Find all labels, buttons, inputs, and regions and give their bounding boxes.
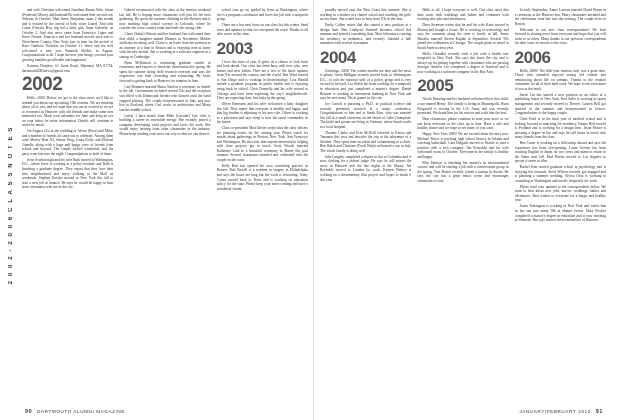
- paragraph: Claire (Sakai) Watson and her husband Jim welcomed their first child, a daughter named Eleanor, in November. Mother and baby are doing well. Claire is on leave from her position as an attorney at a firm in Boston and is enjoying time at home with the new arrival. Jim is working as a software engineer at a startup in Cambridge.: [119, 32, 211, 59]
- paragraph: Lately I have heard from Mike (Lassiter) Lee, who is building a career in renewable energy. She recently joined a company developing wind projects and loves the work. She would enjoy hearing from other classmates in the industry. Please keep sending your news our way so that we can share it.: [119, 113, 211, 136]
- column-6: [515, 8, 606, 400]
- right-columns: [320, 8, 606, 400]
- class-year-heading: 2004: [320, 47, 356, 67]
- paragraph: Welcome to our new class correspondents! We look forward to sharing news from everyone and hope that you will write to us often. Many thanks to our previous correspondents for their years of service to the class.: [514, 27, 606, 46]
- paragraph: proudly moved onto the West Coast this summer. She is working as a teacher at a charter school and coaching the girls' soccer team. She would love to hear from '03s in the area.: [320, 8, 412, 22]
- paragraph: Joe Carroll is pursuing a Ph.D. in political science and recently presented research at a major conference. Congratulations to him and to Sarah Kim, who was married last fall in a small ceremony on the shores of Lake Champlain. The bride and groom are living in Vermont, where Sarah works at a local hospital.: [320, 101, 412, 129]
- paragraph: Gabriel reconnected with the class at the reunion weekend last fall. He is hoping more classmates will join for the next gathering. He spent the summer climbing in the Rockies and is now teaching high school science in Colorado, where he coaches the cross-country team and leads the outing club.: [119, 8, 211, 31]
- issue-date: JANUARY/FEBRUARY 2012: [519, 409, 591, 414]
- paragraph: Hello to all. I hope everyone is well. Our class news this time starts with weddings and babies and continues with exciting new jobs and adventures.: [417, 8, 509, 22]
- paragraph: Class co-president Matt Davies writes that the class officers are planning events for the coming year. Please watch for emails about gatherings in Boston, New York, San Francisco and Washington. He also asks that anyone interested in helping with class projects get in touch. Scott Woods married Katherine Lind in a beautiful ceremony in Maine this past summer. Several classmates attended and celebrated with the couple on the coast.: [216, 126, 308, 162]
- paragraph: Emily Cullen writes that she started a new position at a design firm. Ben Lindqvist finished business school this summer and joined a consulting firm. Matt Schwartz is starting his residency in pediatrics, and recently finished a half marathon with several classmates.: [320, 23, 412, 46]
- paragraph: school year go on, guided by Jesus at Washington, where she is a program coordinator and loves her job with a nonprofit group.: [216, 8, 308, 22]
- paragraph: Hello, 2006! The fifth-year reunion truly was a great time. Those who attended enjoyed seeing old friends and reminiscing about life on campus. Thanks to the reunion committee for all of their hard work. We hope to see even more of you at the tenth.: [514, 68, 606, 91]
- paragraph: In early September, Annie Lawton married David Bryan in a ceremony at the Hanover Inn. Many classmates attended and the celebration went late into the evening. The couple lives in Boston.: [514, 8, 606, 26]
- magazine-name: DARTMOUTH ALUMNI MAGAZINE: [37, 409, 126, 414]
- paragraph: Dave Swenson writes that he and his wife Katie moved to Boston and bought a house. He is working in technology and says the commute along the river is lovely in fall. Jenny Morales married Steven Kaplan in September. Several '05s joined the celebration in Chicago. The couple plans to travel to South America next year.: [417, 23, 509, 50]
- paragraph: Please send your updates to the correspondents below. We want to hear about new jobs, moves, weddings, babies and adventures. Best wishes to everyone for a happy and healthy year.: [514, 184, 606, 203]
- paragraph: Carl Bommer married Maria Nash in a ceremony in Seattle in the fall. Groomsmen included several '02s and the reception was filled with Dartmouth friends who danced until the band stopped playing. The couple honeymooned in Italy and now live in Portland, where Carl works in architecture and Maria teaches middle school.: [119, 84, 211, 112]
- left-folio: [22, 409, 125, 415]
- paragraph: Greetings, 2004! The winter months are here and the news is plenty. Greta Milligan recently moved back to Washington, D.C., to join the national staff of a policy group and is very excited to be back. Liz Walsh has been working for a nonprofit in education and just completed a master's degree. Daniel Brenner is working in investment banking in New York and says he sees many '04s at games in the city.: [320, 68, 412, 101]
- paragraph: I love this time of year. It gives us a chance to look back and look ahead. Our class has been busy with new jobs, new homes and new babies. Here are a few of the latest updates from '03s around the country and the world. Ben Ward moved to San Diego and is working in biotechnology. Lisa Hamill started a graduate program in public health and is enjoying being back in school. Chris Donnelly and his wife moved to Chicago and have been exploring the city's neighborhoods. They are expecting their first baby in the spring.: [216, 59, 308, 101]
- column-2: [119, 8, 210, 400]
- right-folio: [519, 409, 606, 415]
- paragraph: Nicole Dunning and her husband welcomed their first child, a son named Henry. The family is living in Minneapolis. Ryan Fitzgerald is serving in the U.S. Army and was recently promoted. We thank him for his service and wish him the best.: [417, 97, 509, 116]
- paragraph: Hello, 2002! Before we get to the class news we'd like to remind you about our upcoming 10th reunion. We are thinking about all of you, and we hope that you are as excited as we are to reconnect in Hanover with old friends and make some new memories too. Mark your calendars for June and keep an eye on your inbox for more information. Details will continue to arrive by email.: [22, 96, 114, 128]
- paragraph: Rachel Kim started graduate school in psychology and is enjoying her research. Steve Wilson recently got engaged and is planning a summer wedding. Alyssa Ortiz is working in consulting in Washington and travels frequently for work.: [514, 165, 606, 183]
- column-3: [217, 8, 308, 400]
- paragraph: and wife Christina welcomed Jonathan Abram Weir. Susan (Pedersen) Maxey and husband Bo welcomed their second son, Sebrion, in October. Matt Stern, Benjamin, turns 2 this month and is excited by the arrival of baby sister Laurel. And with Laura (Ostryk) Hsu, big kid a baby girl, Anna Gabriela, on October 2. And also news came from Francisco Lopes and Steve Norton. Francisco and her husband moved back east to Westchester County, New York, just in time for the arrival of Kate Charlotte Nicholas on October 21. Steve and his wife welcomed a new son, Kenneth Shelby, in August. Congratulations to all. I hope the new year brings you and your growing families good health and happiness!: [22, 8, 114, 63]
- column-5: [417, 8, 508, 400]
- section-sideband: [6, 40, 16, 370]
- paragraph: Sarah Lin has started a new position as an editor at a publishing house in New York. Ken Adler is working in sports management and recently moved to Denver. Lauren Bell got married in the summer and honeymooned in Greece. Congratulations to the happy couple.: [514, 92, 606, 116]
- paragraph: Ellie Hanson is finishing her master's in environmental science and will be starting a job with a conservation group in the spring. Tom Baxter recently joined a startup in Austin. He says the city has a great music scene and encourages classmates to visit.: [417, 160, 509, 183]
- paragraph: On August 21st at the wedding of Alexis (Ross) and Mike, and a number of friends all came out to celebrate. Among them were Morley Baer '02, Simon Yeng, Laura Kelly, and Michael Grandis, along with a large and happy crew of friends from school and beyond. The couple looked wonderful, and the party went late into the night. Congratulations to both of them.: [22, 129, 114, 156]
- paragraph: Chris Patel is in his final year of medical school and is looking forward to matching for residency. Emma Holt moved to Portland and is working for a design firm. Jason Moore is pursuing a degree in law and says he still keeps in touch with many friends from the class.: [514, 117, 606, 140]
- left-columns: [22, 8, 308, 400]
- column-4: [320, 8, 411, 400]
- paragraph: Dear classmates, please continue to send your news so we can keep everyone in the class up to date. Have a safe and healthy winter and we hope to see many of you soon.: [417, 117, 509, 131]
- paragraph: Kristina Flanders, 61 Great Road, Maynard, MA 01754; dartmouth2002news@gmail.com: [22, 63, 114, 73]
- paragraph: Kelly Hart has opened her own consulting practice in Denver. Rob Newell is a resident in surgery in Philadelphia and says the hours are long but the work is rewarding. Jenny Cortez moved back to Texas and is working on education policy for the state. Please keep your notes coming and have a wonderful winter.: [216, 163, 308, 191]
- column-1: [22, 8, 113, 400]
- paragraph: Oliver Bernstein and his wife welcomed a baby daughter this fall. They report that everyone is healthy and happy, and that big brother is adjusting to his new role. Oliver is working as a physician and says sleep is now the rarest commodity in the house.: [216, 101, 308, 125]
- right-page: [314, 0, 628, 420]
- class-year-heading: 2003: [216, 38, 253, 58]
- page-number: 91: [595, 409, 603, 415]
- paragraph: Jake Langley completed a degree in law at Columbia and is now clerking for a federal judge. He says he still misses the snow in Hanover and the late nights at the library. Jen Reynolds moved to London for work. Kristen Walters is working on a documentary film project and hopes to finish it this year.: [320, 154, 412, 182]
- class-year-heading: 2002: [22, 74, 63, 96]
- paragraph: Jesse Scarborough and his wife Ruth moved to Washington, D.C., where Jesse is working at a policy institute and Ruth is finishing a graduate degree. They report that they love their new neighborhood and enjoy walking to the Mall on weekends. Stephen Kessler moved to New York this fall to start a new job in finance. He says he would be happy to hear from classmates who are in the city.: [22, 157, 114, 190]
- paragraph: Happy New Year, 2005! We are excited about the next year. Michael Reyes is teaching high school history in Atlanta and coaching basketball. Cara Delgado moved to Seattle to start a position with a tech company. Jim Kowalski and his wife welcomed twins in October. Everyone in the family is healthy and happy.: [417, 132, 509, 159]
- paragraph: Justin Tarkington is working in New York and writes that he has run into many '06s at alumni events. Mary Fischer completed a master's degree in education and is now teaching in Vermont. She says winters there remind her of Hanover.: [514, 204, 606, 223]
- paragraph: Thomas Clarke and Erin McNeill traveled to Kenya and Tanzania this year and describe the trip as the adventure of a lifetime. They spent time on safari and volunteering at a clinic. Ben Walsh and Christine (Ford) Walsh welcomed a son in July. The whole family is doing well.: [320, 130, 412, 153]
- paragraph: Molly Chandler recently took a job with a health care nonprofit in New York. She says she loves the city and is always up for getting together with classmates who are passing through. Andrew Lin completed a degree at Stanford and is now working at a software company in the Bay Area.: [417, 51, 509, 74]
- page-number: 90: [25, 409, 33, 415]
- class-year-heading: 2005: [417, 76, 454, 96]
- paragraph: There are a few new faces on our class list this winter. Send news and updates so that we can spread the word. Thanks to all who wrote in this time.: [216, 23, 308, 37]
- paragraph: Ryan McKinnon is continuing graduate studies in economics and expects to finish his dissertation this spring. He spent the summer doing field research overseas and says the experience was both rewarding and exhausting. He looks forward to getting back to Hanover for reunion in June.: [119, 60, 211, 83]
- paragraph: Ben Carter is working on a fellowship abroad and says the experience has been eye-opening. Laura Greene has been teaching English in Japan for two years and plans to return to the States next fall. Paul Davies moved to Los Angeles to pursue a career in film.: [514, 141, 606, 164]
- section-label: 2 0 0 2 - 2 0 0 6 C L A S S N O T E S: [8, 125, 14, 285]
- class-year-heading: 2006: [514, 47, 551, 67]
